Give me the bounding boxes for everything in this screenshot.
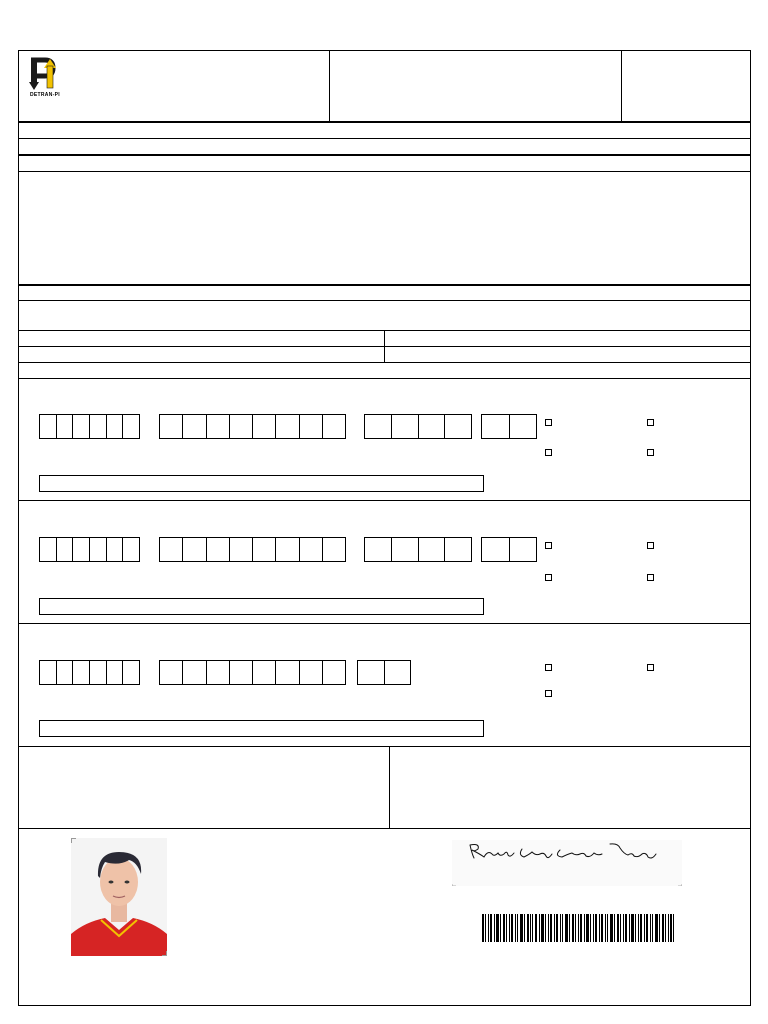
- digit-field[interactable]: [364, 537, 472, 562]
- checkbox[interactable]: [647, 449, 654, 456]
- checkbox[interactable]: [545, 690, 552, 697]
- checkbox[interactable]: [647, 664, 654, 671]
- rule: [18, 378, 751, 379]
- text-field[interactable]: [39, 598, 484, 615]
- rule: [18, 138, 751, 139]
- rule: [18, 362, 751, 363]
- checkbox[interactable]: [545, 419, 552, 426]
- rule: [18, 500, 751, 501]
- digit-field[interactable]: [481, 537, 537, 562]
- checkbox[interactable]: [545, 574, 552, 581]
- checkbox[interactable]: [545, 542, 552, 549]
- digit-field[interactable]: [481, 414, 537, 439]
- rule: [18, 284, 751, 286]
- checkbox[interactable]: [545, 664, 552, 671]
- rule: [18, 746, 751, 747]
- logo-text: DETRAN-PI: [30, 92, 60, 98]
- rule: [18, 828, 751, 829]
- checkbox[interactable]: [647, 419, 654, 426]
- text-field[interactable]: [39, 720, 484, 737]
- rule: [18, 171, 751, 172]
- digit-field[interactable]: [364, 414, 472, 439]
- text-field[interactable]: [39, 475, 484, 492]
- rule: [18, 154, 751, 156]
- checkbox[interactable]: [545, 449, 552, 456]
- digit-field[interactable]: [159, 414, 346, 439]
- rule: [18, 300, 751, 301]
- digit-field[interactable]: [159, 537, 346, 562]
- header-divider-1: [329, 50, 330, 122]
- digit-field[interactable]: [39, 660, 140, 685]
- detran-logo-icon: [28, 56, 60, 92]
- signature: [452, 840, 682, 886]
- header-divider-2: [621, 50, 622, 122]
- digit-field[interactable]: [39, 414, 140, 439]
- rule: [18, 346, 751, 347]
- applicant-photo: [71, 838, 167, 956]
- digit-field[interactable]: [357, 660, 411, 685]
- rule: [18, 121, 751, 123]
- rule: [18, 623, 751, 624]
- checkbox[interactable]: [647, 574, 654, 581]
- signature-divider: [389, 746, 390, 828]
- digit-field[interactable]: [159, 660, 346, 685]
- checkbox[interactable]: [647, 542, 654, 549]
- digit-field[interactable]: [39, 537, 140, 562]
- barcode-icon: [482, 914, 674, 942]
